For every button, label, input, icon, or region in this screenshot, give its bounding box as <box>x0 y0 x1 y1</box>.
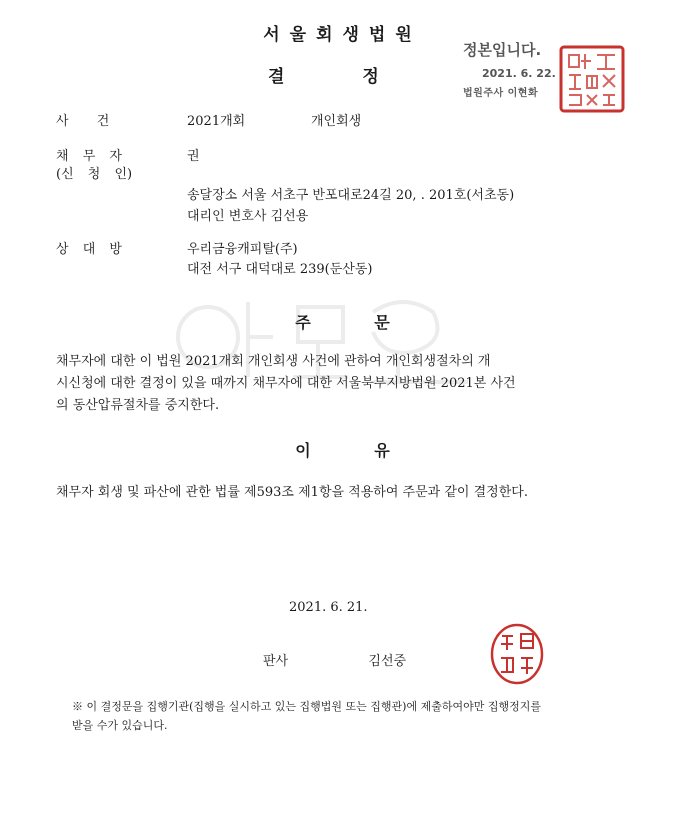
document-type-title: 결 정 <box>268 67 379 87</box>
certification-title: 정본입니다. <box>463 41 542 59</box>
court-seal-stamp <box>557 43 627 115</box>
order-heading: 주 문 <box>295 313 390 332</box>
judge-signature-line <box>263 650 406 669</box>
reason-heading: 이 유 <box>295 441 390 460</box>
order-line-2: 시신청에 대한 결정이 있을 때까지 채무자에 대한 서울북부지방법원 2021본 사건 <box>56 376 516 391</box>
decision-date: 2021. 6. 21. <box>289 600 368 615</box>
debtor-label: 채 무 자 <box>56 149 122 164</box>
judge-seal-stamp <box>489 622 545 686</box>
judge-title: 판사 <box>263 654 289 669</box>
counterparty-label: 상 대 방 <box>56 242 122 257</box>
case-type: 개인회생 <box>311 114 362 129</box>
debtor-address: 송달장소 서울 서초구 반포대로24길 20, . 201호(서초동) <box>187 188 515 203</box>
reason-text: 채무자 회생 및 파산에 관한 법률 제593조 제1항을 적용하여 주문과 같이 결정한다. <box>56 485 528 500</box>
debtor-name: 권 <box>187 149 200 164</box>
applicant-label: (신 청 인) <box>56 167 133 182</box>
debtor-agent: 대리인 변호사 김선용 <box>187 209 309 224</box>
judge-name: 김선중 <box>368 654 407 669</box>
case-label: 사 건 <box>56 114 110 129</box>
order-line-3: 의 동산압류절차를 중지한다. <box>56 398 220 413</box>
case-number: 2021개회 <box>187 114 246 129</box>
certification-date: 2021. 6. 22. <box>482 67 556 80</box>
notice-line-1: ※ 이 결정문을 집행기관(집행을 실시하고 있는 집행법원 또는 집행관)에 제출하여야만 집행정지를 <box>72 700 541 713</box>
order-line-1: 채무자에 대한 이 법원 2021개회 개인회생 사건에 관하여 개인회생절차의 개 <box>56 354 491 369</box>
court-name: 서울회생법원 <box>263 25 422 45</box>
certification-officer: 법원주사 이현화 <box>463 88 539 99</box>
notice-line-2: 받을 수가 있습니다. <box>72 719 168 732</box>
counterparty-address: 대전 서구 대덕대로 239(둔산동) <box>187 262 373 277</box>
counterparty-name: 우리금융캐피탈(주) <box>187 242 298 257</box>
